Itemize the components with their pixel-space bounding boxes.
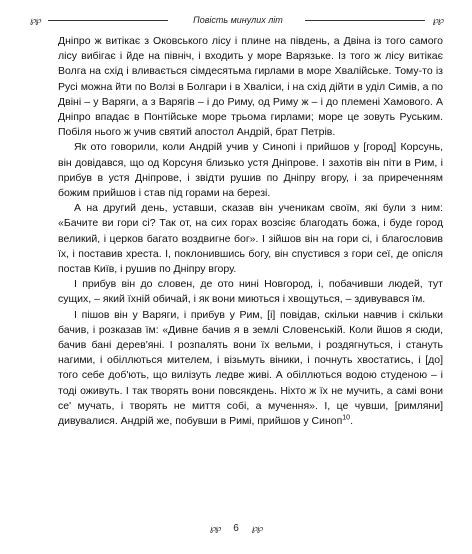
header-title: Повість минулих літ: [193, 15, 283, 25]
header-rule-right: [305, 20, 425, 21]
page-footer: [0, 523, 472, 534]
footer-ornament-right-icon: ℘℘: [251, 523, 263, 533]
header-rule-left: [48, 20, 168, 21]
footnote-marker[interactable]: 10: [342, 414, 351, 422]
paragraph-2: Як ото говорили, коли Андрій учив у Синопі і прийшов у [город] Корсунь, він довідався, що од Корсуня близько устя Дніпрове. І захотів він піти в Рим, і прибув в устя Дніпрове, і звідти рушив по Дніпру вгору, і за приреченням божим прийшов і став під горами на березі.: [58, 141, 443, 200]
paragraph-5-end: .: [350, 415, 353, 428]
page-number: 6: [233, 523, 239, 534]
page-body: [58, 34, 443, 429]
header-ornament-left-icon: ℘℘: [30, 15, 41, 25]
paragraph-4: І прибув він до словен, де ото нині Новгород, і, побачивши людей, тут сущих, – який їхній обичай, і як вони миються і хвощуться, – здивувався їм.: [58, 278, 443, 306]
paragraph-5: [58, 308, 443, 430]
paragraph-3: А на другий день, уставши, сказав він ученикам своїм, які були з ним: «Бачите ви гори сі? Так от, на сих горах возсіяє благодать божа, і буде город великий, і церков багато воздвигне бог». І зійшов він на гори сі, і благословив їх, і поставив хреста. І, поклонившись богу, він спустився з гори сеї, де опісля постав Київ, і рушив по Дніпру вгору.: [58, 202, 443, 276]
paragraph-1: Дніпро ж витікає з Оковського лісу і плине на південь, а Двіна із того самого лісу вибігає і йде на північ, і входить у море Варязьке. Із того ж лісу витікає Волга на схід і вливається сімдесятьма гирлами в море Хвалійське. Тому-то із Русі можна йти по Волзі в Болгари і в Хваліси, і на схід дійти в уділ Симів, а по Двіні – у Варяги, а з Варягів – і до Риму, од Риму ж – і до племені Хамового. А Дніпро впадає в Понтійське море трьома гирлами; море це зовуть Руським. Побіля нього ж учив святий апостол Андрій, брат Петрів.: [58, 35, 443, 139]
header-ornament-right-icon: ℘℘: [432, 15, 443, 25]
paragraph-5-text: І пішов він у Варяги, і прибув у Рим, [і] повідав, скільки навчив і скільки бачив, і розказав їм: «Дивне бачив я в землі Словенській. Коли йшов я сюди, бачив бані дерев'яні. І розпалять вони їх вельми, і роздягнуться, і стануть нагими, і обіллються мителем, і візьмуть віники, і почнуть хвостатись, і [до] того себе доб'ють, що вилізуть ледве живі. А обіллються водою студеною – і тоді оживуть. І так творять вони повсякдень. Ніхто ж їх не мучить, а самі вони се' мучать, і творять не миття собі, а мучення». І, це чувши, [римляни] дивувалися. Андрій же, побувши в Римі, прийшов у Синоп: [58, 308, 443, 428]
footer-ornament-left-icon: ℘℘: [209, 523, 221, 533]
running-header: [30, 15, 443, 27]
